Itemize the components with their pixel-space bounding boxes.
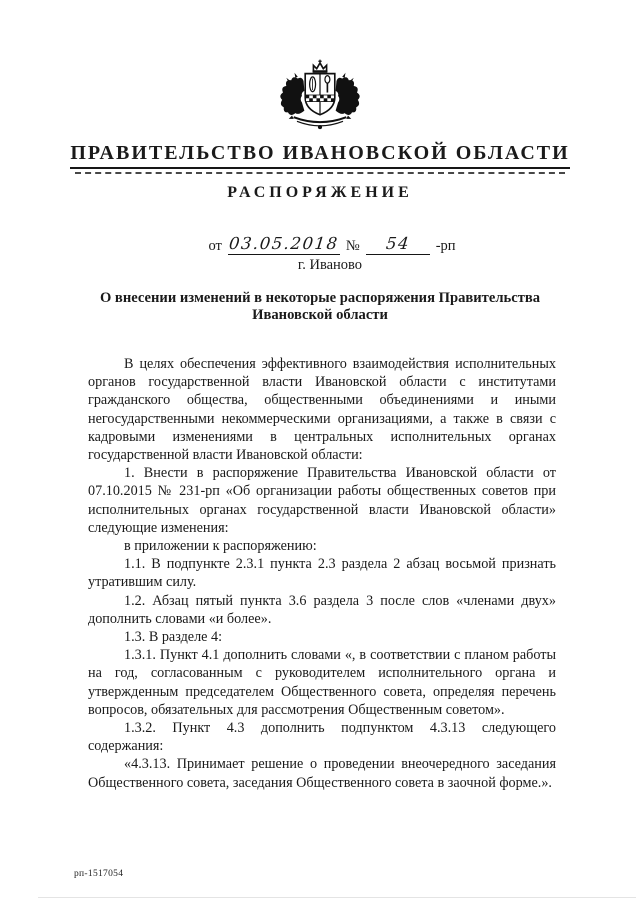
- number-suffix-label: -рп: [435, 238, 456, 254]
- handwritten-date: 03.05.2018: [228, 234, 340, 253]
- date-prefix-label: от: [208, 238, 222, 254]
- paragraph: 1.2. Абзац пятый пункта 3.6 раздела 3 после слов «членами двух» дополнить словами «и более».: [88, 592, 556, 627]
- paragraph: «4.3.13. Принимает решение о проведении внеочередного заседания Общественного совета, заседания Общественного совета в заочной форме.».: [88, 756, 556, 791]
- paragraph: В целях обеспечения эффективного взаимодействия исполнительных органов государственной власти Ивановской области с институтами гражданского общества, общественными объединениями и иными негосударственными некоммерческими организациями, а также в связи с кадровыми изменениями в центральных исполнительных органах государственной власти Ивановской области:: [88, 356, 556, 464]
- document-title: О внесении изменений в некоторые распоряжения Правительства Ивановской области: [99, 290, 541, 323]
- paragraph: 1.3.2. Пункт 4.3 дополнить подпунктом 4.3.13 следующего содержания:: [88, 720, 556, 755]
- coat-of-arms: [0, 58, 640, 132]
- paragraph: 1. Внести в распоряжение Правительства Ивановской области от 07.10.2015 № 231-рп «Об организации работы общественных советов при исполнительных органах государственной власти Ивановской области» следующие изменения:: [88, 465, 556, 536]
- footer-registration-code: рп-1517054: [74, 869, 124, 879]
- org-name-text: ПРАВИТЕЛЬСТВО ИВАНОВСКОЙ ОБЛАСТИ: [70, 142, 569, 169]
- number-sign-label: №: [345, 238, 360, 254]
- handwritten-number: 54: [384, 234, 411, 253]
- paragraph: 1.3. В разделе 4:: [124, 629, 223, 646]
- paragraph: 1.3.1. Пункт 4.1 дополнить словами «, в соответствии с планом работы на год, согласованным с руководителем исполнительного органа и утвержденным председателем Общественного совета, определяя перечень вопросов, обязательных для рассмотрения Общественным советом».: [88, 647, 556, 718]
- body-paragraphs: [88, 355, 556, 792]
- doc-type-heading: РАСПОРЯЖЕНИЕ: [227, 184, 413, 201]
- paragraph: 1.1. В подпункте 2.3.1 пункта 2.3 раздела 2 абзац восьмой признать утратившим силу.: [88, 556, 556, 591]
- paragraph: в приложении к распоряжению:: [124, 538, 317, 555]
- org-name-heading: [0, 142, 640, 169]
- scan-artifact-line: [38, 897, 636, 898]
- city-line: г. Иваново: [297, 257, 363, 273]
- date-number-line: [12, 234, 640, 255]
- coat-of-arms-icon: [270, 58, 370, 132]
- number-blank-line: [366, 234, 430, 255]
- date-blank-line: [228, 234, 340, 255]
